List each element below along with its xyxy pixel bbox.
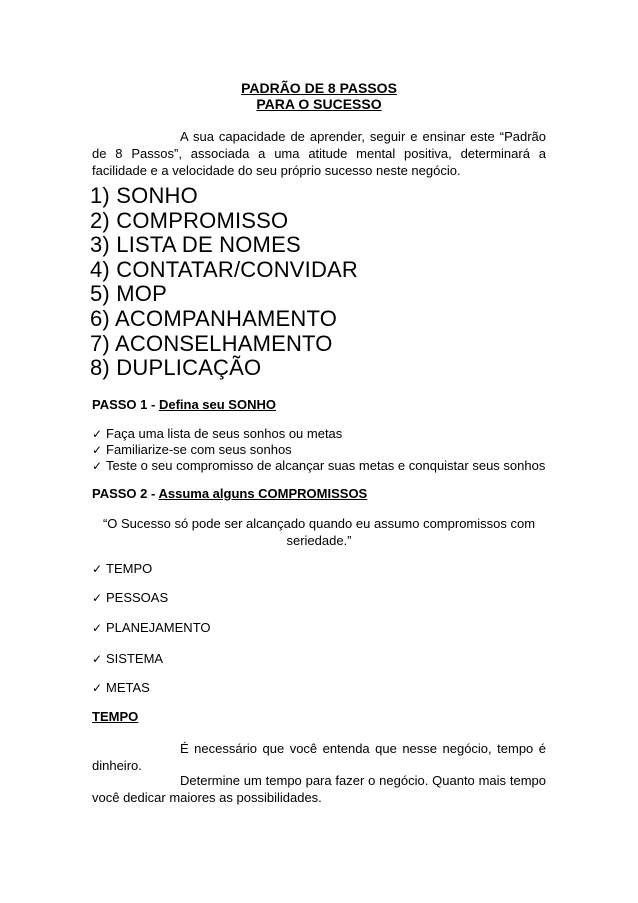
- step-item: 2) COMPROMISSO: [90, 207, 289, 233]
- title-line-2: PARA O SUCESSO: [256, 96, 382, 112]
- check-mark-icon: ✓: [92, 459, 103, 473]
- passo-2-prefix: PASSO 2 -: [92, 486, 159, 501]
- passo-1-title: Defina seu SONHO: [158, 397, 276, 412]
- passo-1-item: ✓ Familiarize-se com seus sonhos: [92, 442, 292, 457]
- quote-line-2: seriedade.”: [286, 533, 352, 548]
- step-item: 6) ACOMPANHAMENTO: [90, 305, 338, 331]
- check-mark-icon: ✓: [92, 681, 103, 695]
- commitment-item: ✓ SISTEMA: [92, 651, 164, 666]
- commitment-item: ✓ PLANEJAMENTO: [92, 620, 211, 635]
- step-item: 4) CONTATAR/CONVIDAR: [90, 256, 359, 282]
- step-item: 1) SONHO: [90, 183, 198, 208]
- tempo-paragraph-1: É necessário que você entenda que nesse negócio, tempo é dinheiro.: [92, 741, 546, 773]
- step-item: 5) MOP: [90, 281, 167, 307]
- tempo-paragraph-2: Determine um tempo para fazer o negócio. Quanto mais tempo você dedicar maiores as possibilidades.: [92, 773, 546, 805]
- check-mark-icon: ✓: [92, 621, 103, 635]
- title-line-1: PADRÃO DE 8 PASSOS: [241, 80, 397, 96]
- check-mark-icon: ✓: [92, 443, 103, 457]
- passo-1-item: ✓ Faça uma lista de seus sonhos ou metas: [92, 426, 343, 441]
- step-item: 7) ACONSELHAMENTO: [90, 330, 333, 356]
- step-item: 3) LISTA DE NOMES: [90, 232, 301, 258]
- steps-list: [90, 184, 358, 381]
- commitment-item: ✓ PESSOAS: [92, 590, 169, 605]
- check-mark-icon: ✓: [92, 427, 103, 441]
- check-mark-icon: ✓: [92, 591, 103, 605]
- intro-line-1: A sua capacidade de aprender, seguir e ensinar este “Padrão: [180, 129, 546, 144]
- commitment-item: ✓ TEMPO: [92, 561, 153, 576]
- passo-1-heading: [92, 397, 276, 413]
- intro-paragraph: [92, 128, 546, 179]
- intro-rest: de 8 Passos”, associada a uma atitude mental positiva, determinará a facilidade e a velocidade do seu próprio sucesso neste negócio.: [92, 146, 546, 178]
- check-mark-icon: ✓: [92, 652, 103, 666]
- passo-2-heading: [92, 486, 367, 502]
- quote-line-1: “O Sucesso só pode ser alcançado quando eu assumo compromissos com: [102, 516, 536, 531]
- passo-1-prefix: PASSO 1 -: [92, 397, 159, 412]
- passo-2-title: Assuma alguns COMPROMISSOS: [158, 486, 368, 501]
- tempo-heading: TEMPO: [92, 709, 139, 724]
- check-mark-icon: ✓: [92, 562, 103, 576]
- commitment-item: ✓ METAS: [92, 680, 150, 695]
- step-item: 8) DUPLICAÇÃO: [90, 355, 262, 381]
- passo-1-item: ✓ Teste o seu compromisso de alcançar suas metas e conquistar seus sonhos: [92, 458, 546, 473]
